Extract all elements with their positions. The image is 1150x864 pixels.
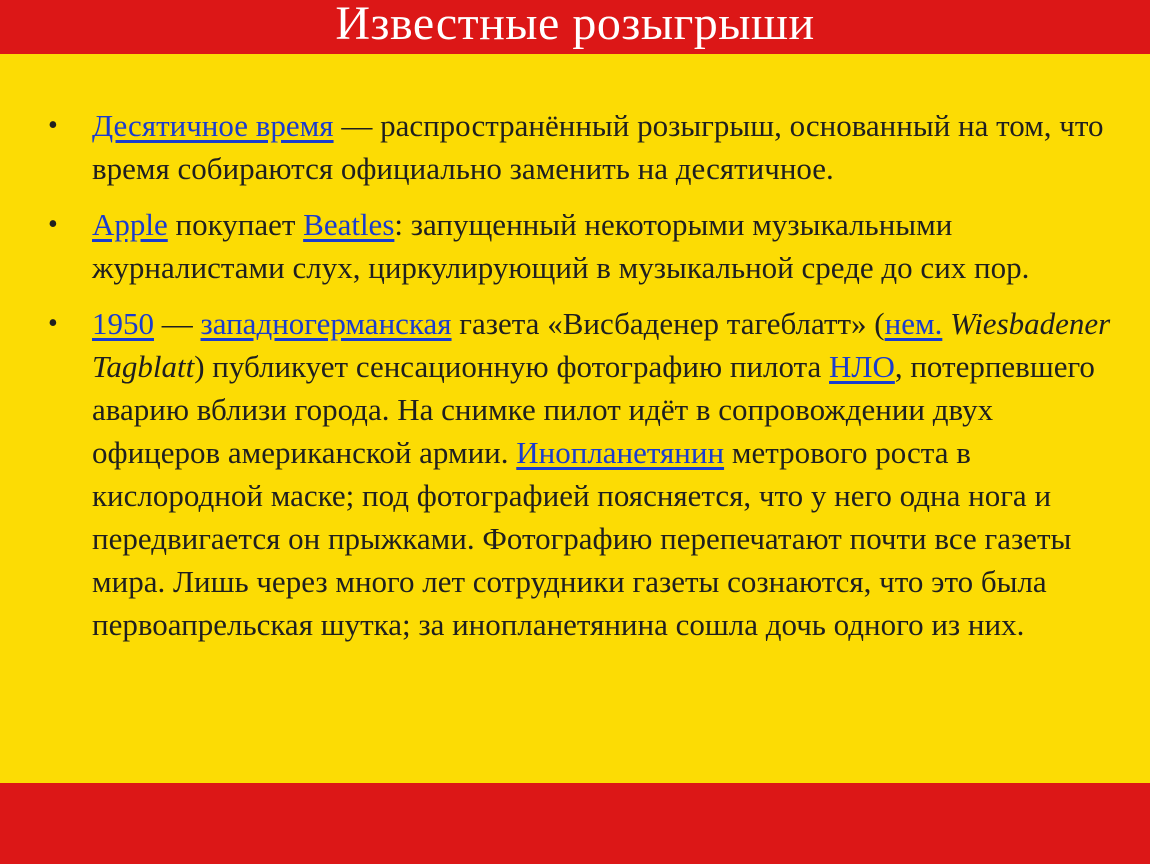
item-text: — распространённый розыгрыш, основанный на том, что время собираются официально заменить на десятичное. (92, 108, 1104, 186)
footer-band (0, 783, 1150, 864)
link-apple[interactable]: Apple (92, 207, 168, 242)
item-text (942, 306, 950, 341)
link-decimal-time[interactable]: Десятичное время (92, 108, 334, 143)
link-beatles[interactable]: Beatles (303, 207, 395, 242)
list-item (48, 203, 1128, 289)
list-item (48, 302, 1128, 646)
link-ufo[interactable]: НЛО (829, 349, 895, 384)
bullet-list (48, 104, 1128, 659)
list-item (48, 104, 1128, 190)
item-text: газета «Висбаденер тагеблатт» ( (451, 306, 885, 341)
item-text: — (154, 306, 201, 341)
item-text: ) публикует сенсационную фотографию пилота (194, 349, 830, 384)
slide-title: Известные розыгрыши (335, 0, 815, 50)
bullet-marker: • (48, 308, 58, 339)
link-nem[interactable]: нем. (884, 306, 943, 341)
item-text: метрового роста в кислородной маске; под фотографией поясняется, что у него одна нога и передвигается он прыжками. Фотографию перепечатают почти все газеты мира. Лишь через много лет сотрудники газеты сознаются, что это была первоапрельская шутка; за инопланетянина сошла дочь одного из них. (92, 435, 1072, 642)
bullet-marker: • (48, 110, 58, 141)
item-text: , потерпевшего аварию вблизи города. На снимке пилот идёт в сопровождении двух офицеров американской армии. (92, 349, 1095, 470)
newspaper-name: Wiesbadener Tagblatt (92, 306, 1111, 384)
item-text: : запущенный некоторыми музыкальными журналистами слух, циркулирующий в музыкальной среде до сих пор. (92, 207, 1030, 285)
link-alien[interactable]: Инопланетянин (516, 435, 725, 470)
item-text: покупает (167, 207, 304, 242)
link-1950[interactable]: 1950 (92, 306, 154, 341)
bullet-marker: • (48, 209, 58, 240)
link-west-german[interactable]: западногерманская (200, 306, 452, 341)
